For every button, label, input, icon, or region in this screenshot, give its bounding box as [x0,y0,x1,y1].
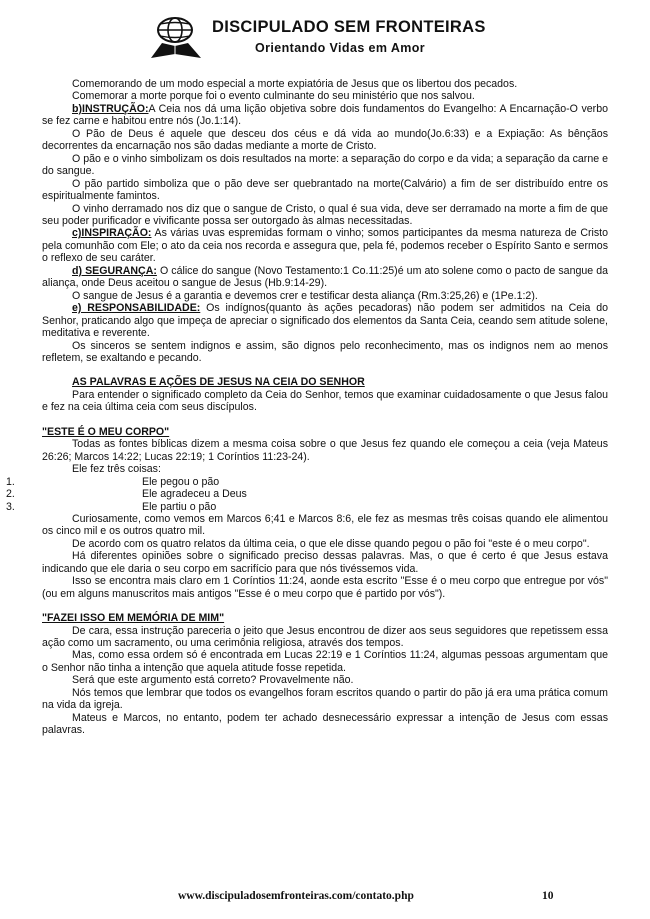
paragraph: Nós temos que lembrar que todos os evangelhos foram escritos quando o partir do pão já era uma prática comum na vida da igreja. [42,686,608,712]
paragraph: Curiosamente, como vemos em Marcos 6;41 e Marcos 8:6, ele fez as mesmas três coisas quando ele alimentou os cinco mil e os outros quatro mil. [42,512,608,538]
paragraph: Para entender o significado completo da Ceia do Senhor, temos que examinar cuidadosamente o que Jesus falou e fez na ceia última ceia com seus discípulos. [42,388,608,414]
numbered-list [6,475,608,513]
section-heading: "ESTE É O MEU CORPO" [42,425,170,438]
list-item [6,475,608,488]
brand-tagline: Orientando Vidas em Amor [255,41,426,55]
paragraph: De acordo com os quatro relatos da última ceia, o que ele disse quando pegou o pão foi "este é o meu corpo". [72,537,590,550]
paragraph: O pão partido simboliza que o pão deve ser quebrantado na morte(Calvário) a fim de ser distribuído entre os espiritualmente famintos. [42,177,608,203]
paragraph-inspiracao [42,227,608,264]
keyword-label: e) RESPONSABILIDADE: [72,302,201,315]
paragraph: Isso se encontra mais claro em 1 Coríntios 11:24, aonde esta escrito "Esse é o meu corpo que entregue por vós" (ou em alguns manuscritos mais antigos "Esse é o meu corpo que é partido por vós"). [42,575,608,600]
page-number: 10 [542,890,554,902]
paragraph-responsabilidade [42,302,608,339]
list-item-text: Ele pegou o pão [142,475,220,488]
paragraph: Comemorar a morte porque foi o evento culminante do seu ministério que nos salvou. [72,90,475,103]
paragraph: Todas as fontes bíblicas dizem a mesma coisa sobre o que Jesus fez quando ele começou a ceia (veja Mateus 26:26; Marcos 14:22; Lucas 22:19; 1 Coríntios 11:23-24). [42,438,608,463]
globe-and-book-icon [148,16,204,60]
paragraph: O pão e o vinho simbolizam os dois resultados na morte: a separação do corpo e da vida; a separação da carne e do sangue. [42,152,608,178]
paragraph-text: As várias uvas espremidas formam o vinho; somos participantes da mesma natureza de Cristo pela comunhão com Ele; o ato da ceia nos recorda e assegura que, pela fé, podemos receber o Espírito Santo e sermos o reflexo de seu caráter. [42,227,608,265]
paragraph-instrucao [42,103,608,128]
list-item-text: Ele partiu o pão [142,500,217,513]
paragraph: Mateus e Marcos, no entanto, podem ter achado desnecessário expressar a intenção de Jesus com essas palavras. [42,711,608,737]
keyword-label: d) SEGURANÇA: [72,264,157,277]
section-heading: AS PALAVRAS E AÇÕES DE JESUS NA CEIA DO SENHOR [72,376,365,389]
keyword-label: b)INSTRUÇÃO: [72,102,149,115]
list-number: 1. [6,475,15,488]
paragraph-text: Os indígnos(quanto às ações pecadoras) não podem ser admitidos na Ceia do Senhor, praticando algo que impeça de apreciar o significado dos elementos da Santa Ceia, ceando sem atitude solene, meditativa e reverente. [42,302,609,340]
paragraph-text: A Ceia nos dá uma lição objetiva sobre dois fundamentos do Evangelho: A Encarnação-O verbo se fez carne e habitou entre nós (Jo.1:14). [42,102,608,128]
list-number: 3. [6,500,15,513]
paragraph: Comemorando de um modo especial a morte expiatória de Jesus que os libertou dos pecados. [72,78,518,90]
paragraph: Ele fez três coisas: [72,463,161,476]
paragraph-text: O cálice do sangue (Novo Testamento:1 Co.11:25)é um ato solene como o pacto de sangue da aliança, onde Deus aceitou o sangue de Jesus (Hb.9:14-29). [42,264,608,290]
keyword-label: c)INSPIRAÇÃO: [72,227,152,240]
paragraph: O vinho derramado nos diz que o sangue de Cristo, o qual é sua vida, deve ser derramado na morte a fim de que seu poder purificador e vivificante possa ser outorgado às almas necessitadas. [42,202,608,227]
brand-title: DISCIPULADO SEM FRONTEIRAS [212,18,486,36]
footer-url: www.discipuladosemfronteiras.com/contato.php [178,890,414,902]
section-heading: "FAZEI ISSO EM MEMÓRIA DE MIM" [42,612,225,625]
paragraph: O sangue de Jesus é a garantia e devemos crer e testificar desta aliança (Rm.3:25,26) e (1Pe.1:2). [72,289,538,302]
paragraph: Será que este argumento está correto? Provavelmente não. [72,674,354,687]
paragraph: Os sinceros se sentem indignos e assim, são dignos pelo reconhecimento, mas os indignos nem ao menos refletem, se exaltando e pecando. [42,339,608,364]
paragraph: Há diferentes opiniões sobre o significado preciso dessas palavras. Mas, o que é certo é que Jesus estava indicando que ele daria o seu corpo em sacrifício para que nós tivéssemos vida. [42,550,608,575]
paragraph: De cara, essa instrução pareceria o jeito que Jesus encontrou de dizer aos seus seguidores que repetissem essa ação como um sacramento, ou uma cerimônia religiosa, através dos tempos. [42,624,608,650]
list-number: 2. [6,488,15,501]
paragraph: O Pão de Deus é aquele que desceu dos céus e dá vida ao mundo(Jo.6:33) e a Expiação: As bênçãos decorrentes da encarnação nos são dadas mediante a morte de Cristo. [42,127,608,153]
paragraph: Mas, como essa ordem só é encontrada em Lucas 22:19 e 1 Coríntios 11:24, algumas pessoas argumentam que o Senhor não tinha a intenção que aquela atitude fosse repetida. [42,649,608,674]
list-item [6,500,608,513]
list-item-text: Ele agradeceu a Deus [142,488,247,501]
document-body [6,78,609,737]
list-item [6,488,608,501]
page-header [0,14,650,60]
paragraph-seguranca [42,265,608,290]
